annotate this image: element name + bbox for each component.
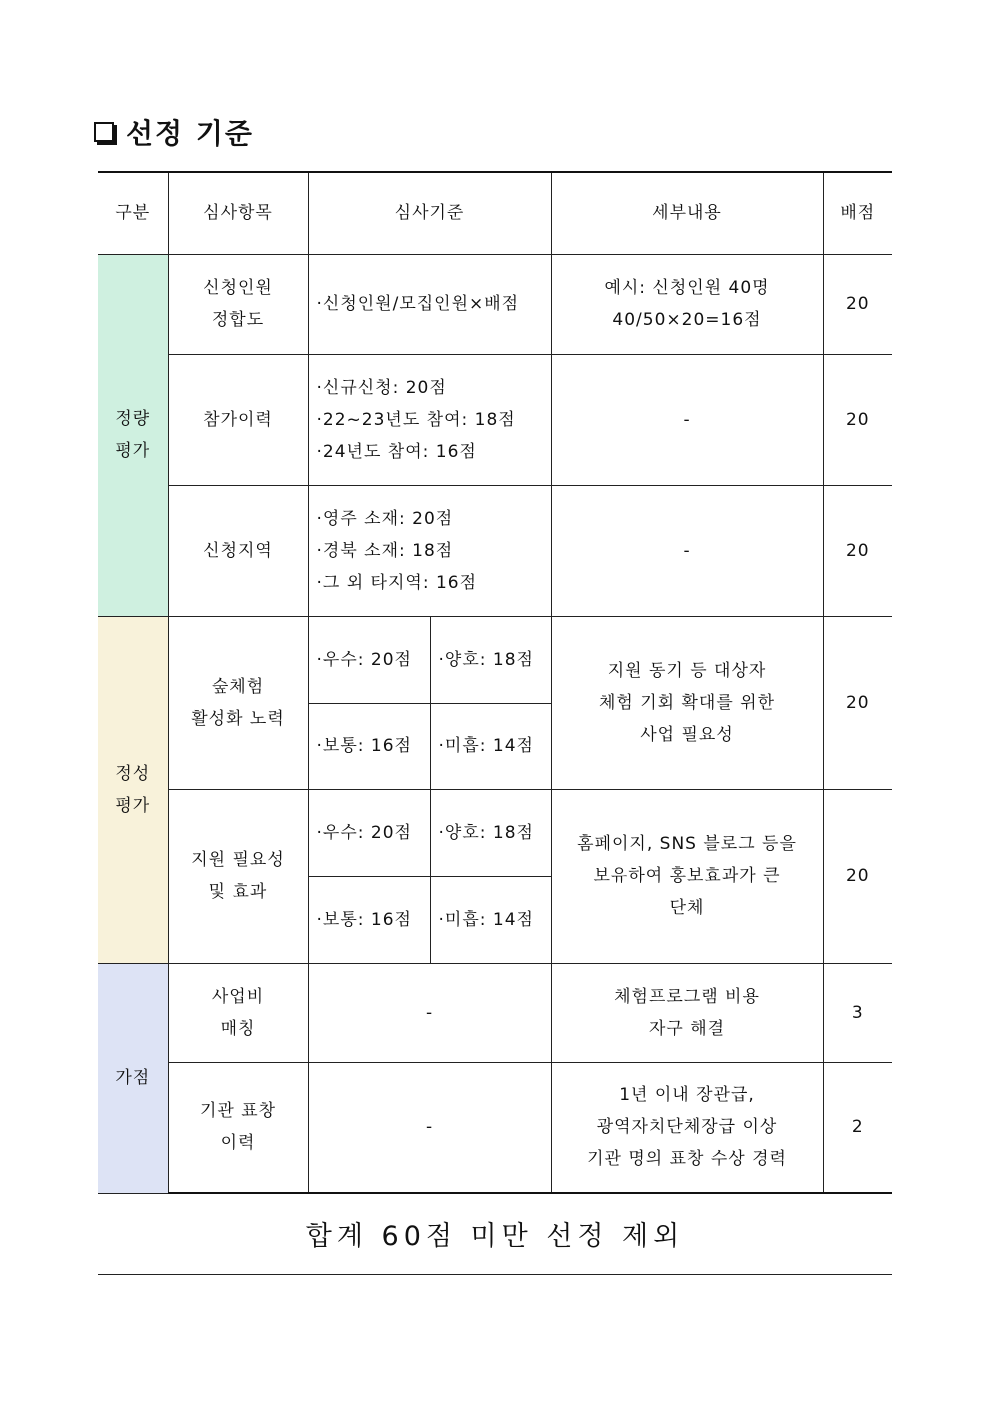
detail-cell: - xyxy=(551,485,823,616)
item-cell: 숲체험 활성화 노력 xyxy=(168,616,308,789)
header-criteria: 심사기준 xyxy=(308,172,551,254)
section-heading xyxy=(94,112,254,152)
grade-cell: ·미흡: 14점 xyxy=(430,876,551,963)
grade-cell: ·우수: 20점 xyxy=(308,789,430,876)
table-row xyxy=(98,789,892,876)
detail-cell: 1년 이내 장관급, 광역자치단체장급 이상 기관 명의 표창 수상 경력 xyxy=(551,1062,823,1193)
criteria-cell: - xyxy=(308,1062,551,1193)
total-note-text: 합계 60점 미만 선정 제외 xyxy=(305,1220,685,1252)
detail-cell: 예시: 신청인원 40명 40/50×20=16점 xyxy=(551,254,823,354)
heading-title: 선정 기준 xyxy=(126,117,254,150)
grade-cell: ·보통: 16점 xyxy=(308,876,430,963)
detail-cell: 지원 동기 등 대상자 체험 기회 확대를 위한 사업 필요성 xyxy=(551,616,823,789)
header-row xyxy=(98,172,892,254)
category-qualitative: 정성 평가 xyxy=(98,616,168,963)
score-cell: 20 xyxy=(823,616,892,789)
score-cell: 3 xyxy=(823,963,892,1062)
grade-cell: ·양호: 18점 xyxy=(430,616,551,703)
table-row xyxy=(98,254,892,354)
table-row xyxy=(98,963,892,1062)
item-cell: 신청인원 정합도 xyxy=(168,254,308,354)
table-row xyxy=(98,485,892,616)
header-detail: 세부내용 xyxy=(551,172,823,254)
table-row xyxy=(98,616,892,703)
grade-cell: ·양호: 18점 xyxy=(430,789,551,876)
square-bullet-icon xyxy=(94,122,114,142)
grade-cell: ·우수: 20점 xyxy=(308,616,430,703)
header-item: 심사항목 xyxy=(168,172,308,254)
item-cell: 신청지역 xyxy=(168,485,308,616)
table-row xyxy=(98,354,892,485)
criteria-cell: - xyxy=(308,963,551,1062)
score-cell: 20 xyxy=(823,354,892,485)
criteria-cell: ·신규신청: 20점 ·22~23년도 참여: 18점 ·24년도 참여: 16점 xyxy=(308,354,551,485)
header-score: 배점 xyxy=(823,172,892,254)
detail-cell: 체험프로그램 비용 자구 해결 xyxy=(551,963,823,1062)
score-cell: 20 xyxy=(823,789,892,963)
total-note xyxy=(98,1192,892,1275)
detail-cell: - xyxy=(551,354,823,485)
selection-criteria-table xyxy=(98,171,892,1194)
item-cell: 지원 필요성 및 효과 xyxy=(168,789,308,963)
criteria-cell: ·신청인원/모집인원×배점 xyxy=(308,254,551,354)
grade-cell: ·미흡: 14점 xyxy=(430,703,551,789)
criteria-cell: ·영주 소재: 20점 ·경북 소재: 18점 ·그 외 타지역: 16점 xyxy=(308,485,551,616)
detail-cell: 홈페이지, SNS 블로그 등을 보유하여 홍보효과가 큰 단체 xyxy=(551,789,823,963)
item-cell: 참가이력 xyxy=(168,354,308,485)
table-row xyxy=(98,1062,892,1193)
header-category: 구분 xyxy=(98,172,168,254)
score-cell: 20 xyxy=(823,254,892,354)
category-bonus: 가점 xyxy=(98,963,168,1193)
score-cell: 2 xyxy=(823,1062,892,1193)
item-cell: 사업비 매칭 xyxy=(168,963,308,1062)
item-cell: 기관 표창 이력 xyxy=(168,1062,308,1193)
grade-cell: ·보통: 16점 xyxy=(308,703,430,789)
score-cell: 20 xyxy=(823,485,892,616)
category-quantitative: 정량 평가 xyxy=(98,254,168,616)
